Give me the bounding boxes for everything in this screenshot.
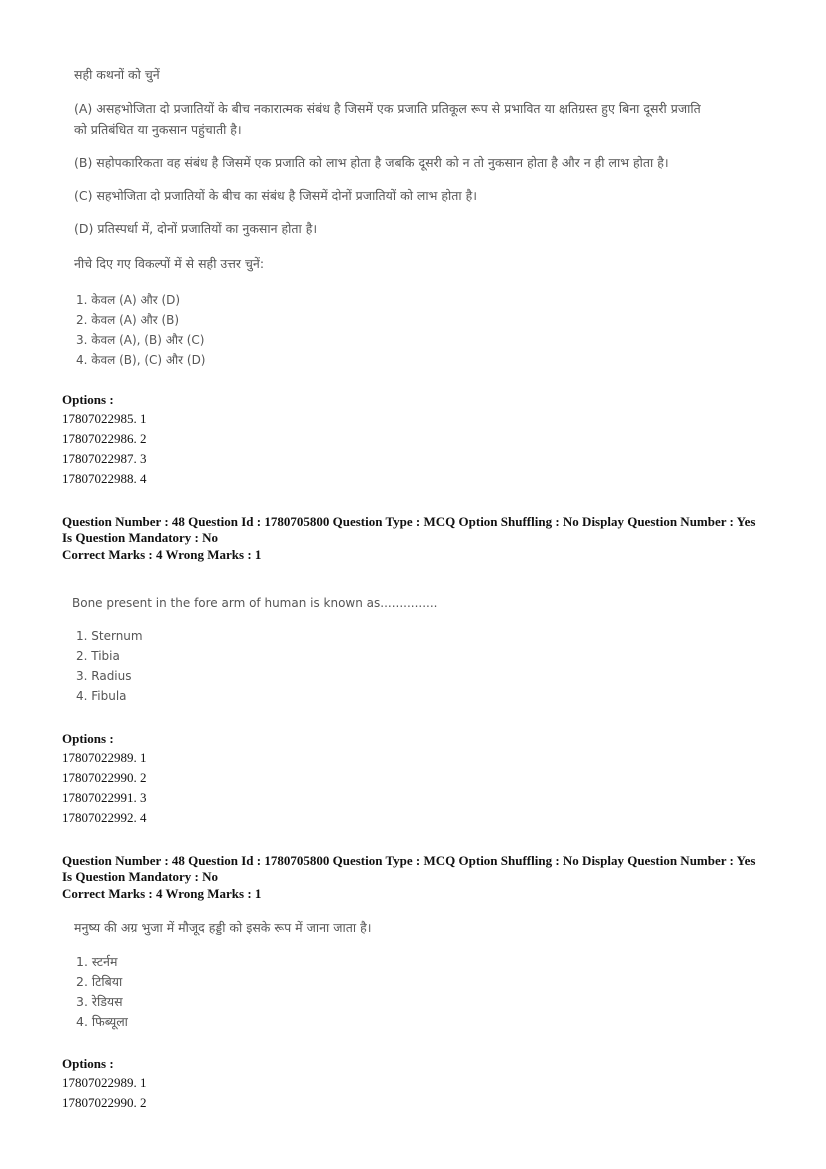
question-meta-line2: Is Question Mandatory : No: [62, 530, 219, 545]
answer-option-4: 4. फिब्यूला: [76, 1014, 128, 1029]
question-meta-line2: Is Question Mandatory : No: [62, 869, 219, 884]
question-instruction: नीचे दिए गए विकल्पों में से सही उत्तर चुनें:: [74, 256, 265, 271]
option-id: 17807022985. 1: [62, 411, 147, 426]
statement-b: (B) सहोपकारिकता वह संबंध है जिसमें एक प्रजाति को लाभ होता है जबकि दूसरी को न तो नुकसान होता है और न ही लाभ होता है।: [74, 155, 669, 170]
answer-option-4: 4. Fibula: [76, 689, 127, 703]
question-meta-line1: Question Number : 48 Question Id : 1780705800 Question Type : MCQ Option Shuffling : No Display Question Number : Yes: [62, 853, 756, 868]
answer-option-2: 2. केवल (A) और (B): [76, 313, 180, 327]
statement-a-line1: (A) असहभोजिता दो प्रजातियों के बीच नकारात्मक संबंध है जिसमें एक प्रजाति प्रतिकूल रूप से प्रभावित या क्षतिग्रस्त हुए बिना दूसरी प्रजाति: [74, 101, 701, 116]
option-id: 17807022987. 3: [62, 451, 147, 466]
answer-option-2: 2. टिबिया: [76, 974, 123, 989]
question-image-hindi-ecology: [62, 60, 782, 380]
option-id: 17807022989. 1: [62, 750, 147, 765]
question-image-hindi-bone: [62, 915, 562, 1040]
question-meta-marks: Correct Marks : 4 Wrong Marks : 1: [62, 547, 262, 562]
option-id: 17807022989. 1: [62, 1075, 147, 1090]
answer-option-1: 1. स्टर्नम: [76, 954, 118, 969]
question-meta-line1: Question Number : 48 Question Id : 1780705800 Question Type : MCQ Option Shuffling : No Display Question Number : Yes: [62, 514, 756, 529]
question-title: सही कथनों को चुनें: [74, 67, 160, 82]
options-label: Options :: [62, 1056, 114, 1071]
option-id: 17807022986. 2: [62, 431, 147, 446]
statement-a-line2: को प्रतिबंधित या नुकसान पहुंचाती है।: [74, 122, 242, 137]
statement-d: (D) प्रतिस्पर्धा में, दोनों प्रजातियों का नुकसान होता है।: [74, 221, 318, 236]
question-image-english-bone: [62, 590, 562, 720]
options-label: Options :: [62, 392, 114, 407]
statement-c: (C) सहभोजिता दो प्रजातियों के बीच का संबंध है जिसमें दोनों प्रजातियों को लाभ होता है।: [74, 188, 477, 203]
option-id: 17807022990. 2: [62, 770, 147, 785]
answer-option-1: 1. केवल (A) और (D): [76, 293, 181, 307]
answer-option-4: 4. केवल (B), (C) और (D): [76, 353, 206, 367]
options-label: Options :: [62, 731, 114, 746]
option-id: 17807022988. 4: [62, 471, 147, 486]
answer-option-3: 3. रेडियस: [76, 994, 123, 1009]
option-id: 17807022992. 4: [62, 810, 147, 825]
option-id: 17807022991. 3: [62, 790, 147, 805]
question-meta-marks: Correct Marks : 4 Wrong Marks : 1: [62, 886, 262, 901]
answer-option-2: 2. Tibia: [76, 649, 120, 663]
question-stem: मनुष्य की अग्र भुजा में मौजूद हड्डी को इसके रूप में जाना जाता है।: [74, 920, 372, 935]
question-stem: Bone present in the fore arm of human is known as...............: [72, 596, 438, 610]
answer-option-3: 3. Radius: [76, 669, 132, 683]
answer-option-1: 1. Sternum: [76, 629, 143, 643]
option-id: 17807022990. 2: [62, 1095, 147, 1110]
answer-option-3: 3. केवल (A), (B) और (C): [76, 333, 205, 347]
